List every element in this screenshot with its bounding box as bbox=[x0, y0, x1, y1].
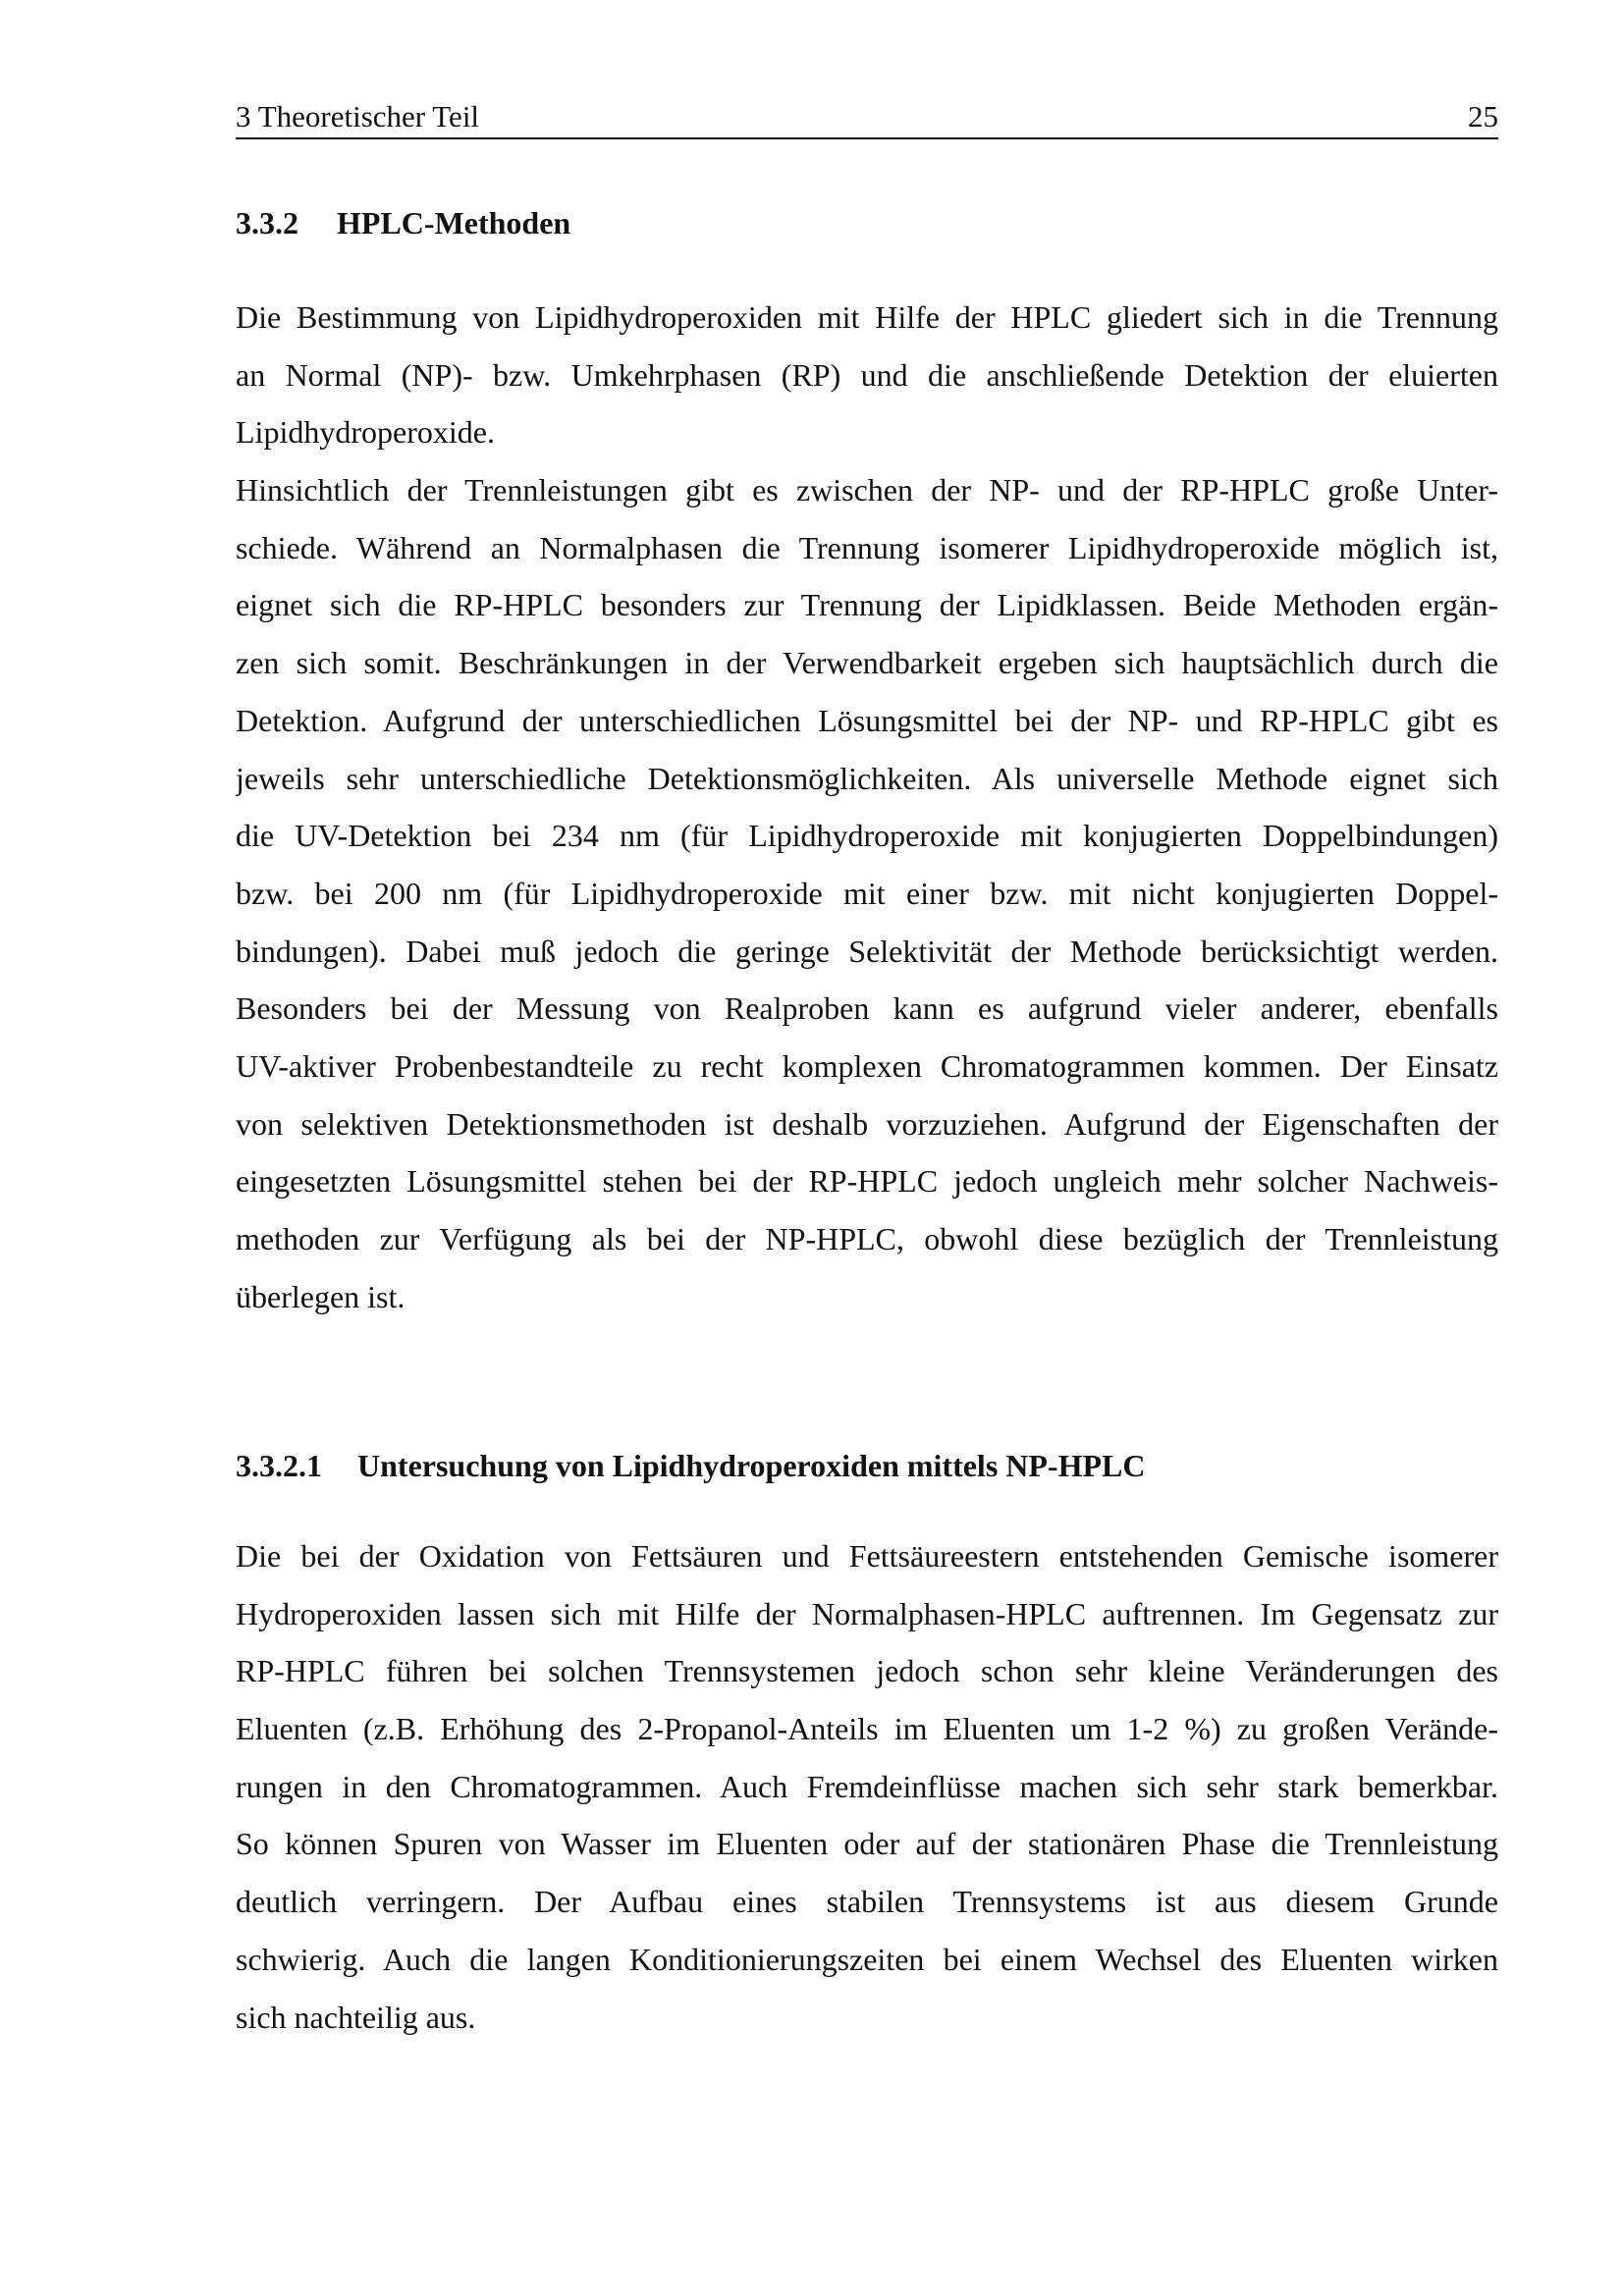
text-line: Detektion. Aufgrund der unterschiedlichen Lösungsmittel bei der NP- und RP-HPLC gibt es bbox=[236, 702, 1498, 738]
text-line: jeweils sehr unterschiedliche Detektionsmöglichkeiten. Als universelle Methode eignet sich bbox=[236, 760, 1498, 796]
text-line: UV-aktiver Probenbestandteile zu recht komplexen Chromatogrammen kommen. Der Einsatz bbox=[236, 1047, 1498, 1084]
text-line: Hinsichtlich der Trennleistungen gibt es zwischen der NP- und der RP-HPLC große Unter- bbox=[236, 472, 1498, 508]
text-line: bzw. bei 200 nm (für Lipidhydroperoxide mit einer bzw. mit nicht konjugierten Doppel- bbox=[236, 875, 1498, 911]
section-number: 3.3.2.1 bbox=[236, 1448, 322, 1483]
section-1-body bbox=[236, 289, 1498, 1325]
text-line: die UV-Detektion bei 234 nm (für Lipidhydroperoxide mit konjugierten Doppelbindungen) bbox=[236, 818, 1498, 854]
text-line: sich nachteilig aus. bbox=[236, 1999, 476, 2035]
section-heading-hplc-methoden bbox=[236, 203, 570, 242]
text-line: deutlich verringern. Der Aufbau eines stabilen Trennsystems ist aus diesem Grunde bbox=[236, 1884, 1498, 1920]
text-line: eingesetzten Lösungsmittel stehen bei der RP-HPLC jedoch ungleich mehr solcher Nachweis- bbox=[236, 1163, 1498, 1200]
text-line: Eluenten (z.B. Erhöhung des 2-Propanol-Anteils im Eluenten um 1-2 %) zu großen Verände- bbox=[236, 1711, 1498, 1747]
text-line: an Normal (NP)- bzw. Umkehrphasen (RP) und die anschließende Detektion der eluierten bbox=[236, 356, 1498, 393]
text-line: schiede. Während an Normalphasen die Trennung isomerer Lipidhydroperoxide möglich ist, bbox=[236, 529, 1498, 565]
text-line: von selektiven Detektionsmethoden ist deshalb vorzuziehen. Aufgrund der Eigenschaften der bbox=[236, 1105, 1498, 1142]
text-line: So können Spuren von Wasser im Eluenten oder auf der stationären Phase die Trennleistung bbox=[236, 1826, 1498, 1862]
chapter-title: 3 Theoretischer Teil bbox=[236, 99, 480, 133]
text-line: methoden zur Verfügung als bei der NP-HPLC, obwohl diese bezüglich der Trennleistung bbox=[236, 1221, 1498, 1256]
text-line: Hydroperoxiden lassen sich mit Hilfe der Normalphasen-HPLC auftrennen. Im Gegensatz zur bbox=[236, 1595, 1498, 1631]
running-header bbox=[236, 96, 1498, 139]
text-line: Besonders bei der Messung von Realproben kann es aufgrund vieler anderer, ebenfalls bbox=[236, 990, 1498, 1027]
section-heading-np-hplc bbox=[236, 1446, 1145, 1485]
text-line: Lipidhydroperoxide. bbox=[236, 414, 495, 451]
text-line: überlegen ist. bbox=[236, 1278, 406, 1314]
text-line: bindungen). Dabei muß jedoch die geringe Selektivität der Methode berücksichtigt werden. bbox=[236, 933, 1498, 969]
text-line: eignet sich die RP-HPLC besonders zur Trennung der Lipidklassen. Beide Methoden ergän- bbox=[236, 587, 1498, 623]
section-title: HPLC-Methoden bbox=[337, 205, 571, 240]
text-line: RP-HPLC führen bei solchen Trennsystemen jedoch schon sehr kleine Veränderungen des bbox=[236, 1653, 1498, 1689]
text-line: zen sich somit. Beschränkungen in der Verwendbarkeit ergeben sich hauptsächlich durch die bbox=[236, 645, 1498, 681]
section-number: 3.3.2 bbox=[236, 205, 298, 240]
page-number: 25 bbox=[1468, 99, 1498, 133]
section-2-body bbox=[236, 1527, 1498, 2046]
document-page bbox=[236, 0, 1498, 2296]
text-line: rungen in den Chromatogrammen. Auch Fremdeinflüsse machen sich sehr stark bemerkbar. bbox=[236, 1768, 1498, 1804]
section-title: Untersuchung von Lipidhydroperoxiden mittels NP-HPLC bbox=[357, 1448, 1146, 1483]
text-line: Die bei der Oxidation von Fettsäuren und Fettsäureestern entstehenden Gemische isomerer bbox=[236, 1538, 1498, 1574]
text-line: Die Bestimmung von Lipidhydroperoxiden mit Hilfe der HPLC gliedert sich in die Trennung bbox=[236, 299, 1498, 335]
text-line: schwierig. Auch die langen Konditionierungszeiten bei einem Wechsel des Eluenten wirken bbox=[236, 1941, 1498, 1977]
